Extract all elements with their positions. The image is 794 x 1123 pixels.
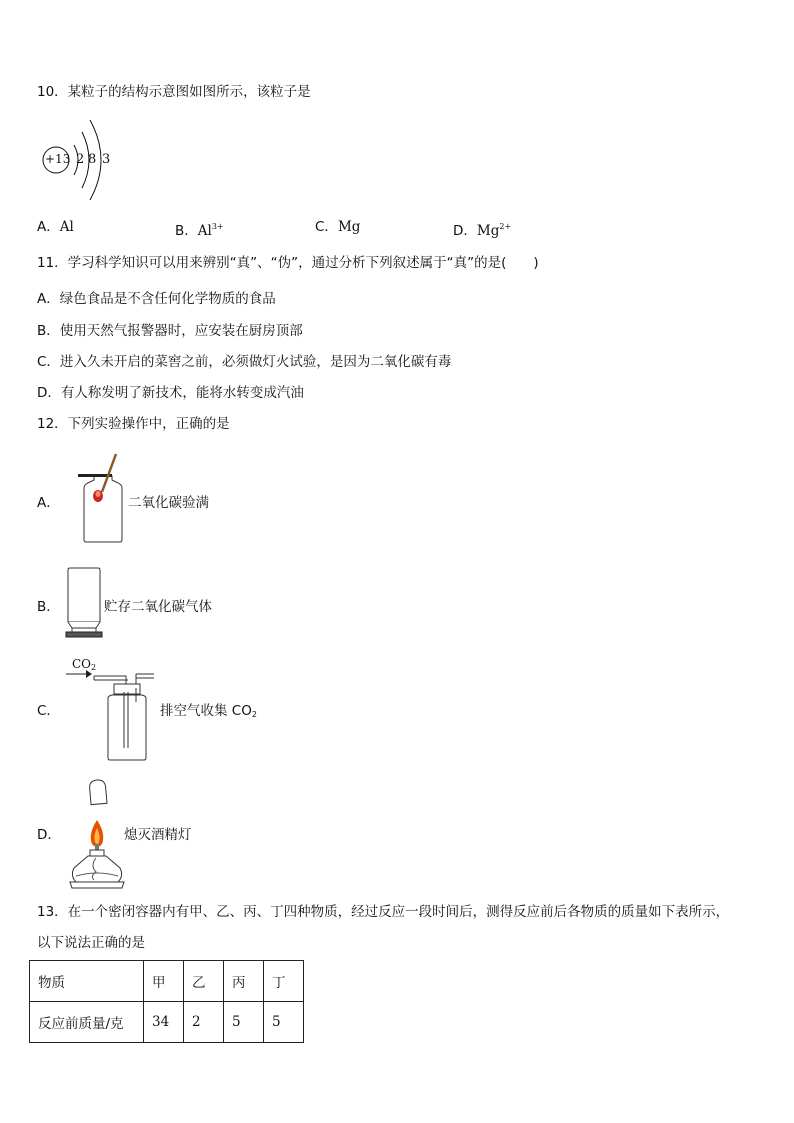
table-row (30, 1002, 304, 1043)
q10-option-c[interactable] (315, 217, 360, 237)
option-letter: C． (315, 219, 338, 235)
co2-full-test-illustration (72, 452, 128, 544)
bottle-matchstick-svg (72, 452, 128, 544)
table-cell: 34 (144, 1002, 184, 1043)
table-header-cell: 甲 (144, 961, 184, 1002)
q10-option-b[interactable] (175, 217, 224, 241)
nucleus-charge: +13 (45, 152, 71, 166)
q12-option-c-label[interactable]: C． (37, 703, 60, 719)
option-letter: D． (453, 223, 477, 239)
q11-option-b[interactable]: B．使用天然气报警器时，应安装在厨房顶部 (37, 323, 303, 339)
mass-table (29, 960, 304, 1043)
q12-option-a-caption: 二氧化碳验满 (128, 495, 209, 511)
question-13-stem-line1: 13．在一个密闭容器内有甲、乙、丙、丁四种物质，经过反应一段时间后，测得反应前后各物质的质量如下表所示， (37, 904, 730, 920)
alcohol-lamp-illustration (66, 776, 128, 892)
q12-option-d-label[interactable]: D． (37, 827, 61, 843)
table-header-cell: 物质 (30, 961, 144, 1002)
co2-subscript: 2 (91, 663, 97, 672)
gas-collection-bottle-illustration (66, 668, 158, 764)
question-11-stem: 11．学习科学知识可以用来辨别“真”、“伪”，通过分析下列叙述属于“真”的是( ) (37, 255, 539, 271)
table-cell: 2 (184, 1002, 224, 1043)
q10-option-d[interactable] (453, 217, 511, 241)
inverted-gas-jar-illustration (62, 566, 106, 642)
q11-option-d[interactable]: D．有人称发明了新技术，能将水转变成汽油 (37, 385, 304, 401)
q12-option-b-caption: 贮存二氧化碳气体 (104, 599, 212, 615)
option-text: Mg (337, 219, 361, 235)
atom-structure-diagram (40, 112, 120, 207)
option-letter: B． (175, 223, 198, 239)
q12-option-c-caption (160, 701, 257, 725)
caption-text: 排空气收集 CO (160, 703, 252, 719)
table-header-cell: 丁 (264, 961, 304, 1002)
q10-option-a[interactable] (37, 217, 74, 237)
question-13-stem-line2: 以下说法正确的是 (37, 935, 145, 951)
option-letter: A． (37, 219, 60, 235)
q12-option-d-caption: 熄灭酒精灯 (124, 827, 192, 843)
shell-2-count: 8 (88, 152, 97, 167)
table-header-cell: 丙 (224, 961, 264, 1002)
gas-bottle-svg (66, 668, 158, 764)
table-cell: 5 (224, 1002, 264, 1043)
shell-1-count: 2 (76, 152, 85, 167)
option-text: Al (197, 223, 212, 239)
question-12-stem: 12．下列实验操作中，正确的是 (37, 416, 230, 432)
q12-option-a-label[interactable]: A． (37, 495, 60, 511)
q11-option-c[interactable]: C．进入久未开启的菜窖之前，必须做灯火试验，是因为二氧化碳有毒 (37, 354, 452, 370)
option-text: Mg (476, 223, 500, 239)
table-cell: 5 (264, 1002, 304, 1043)
q11-option-a[interactable]: A．绿色食品是不含任何化学物质的食品 (37, 291, 276, 307)
ion-charge: 2+ (499, 222, 512, 231)
table-header-row (30, 961, 304, 1002)
co2-text: CO (72, 657, 92, 671)
alcohol-lamp-svg (66, 776, 128, 892)
q12-option-b-label[interactable]: B． (37, 599, 60, 615)
table-cell: 反应前质量/克 (30, 1002, 144, 1043)
ion-charge: 3+ (211, 222, 224, 231)
shell-3-count: 3 (102, 152, 111, 167)
table-header-cell: 乙 (184, 961, 224, 1002)
option-text: Al (59, 219, 74, 235)
caption-subscript: 2 (251, 710, 257, 719)
gas-jar-svg (62, 566, 106, 642)
question-10-stem: 10．某粒子的结构示意图如图所示，该粒子是 (37, 84, 311, 100)
